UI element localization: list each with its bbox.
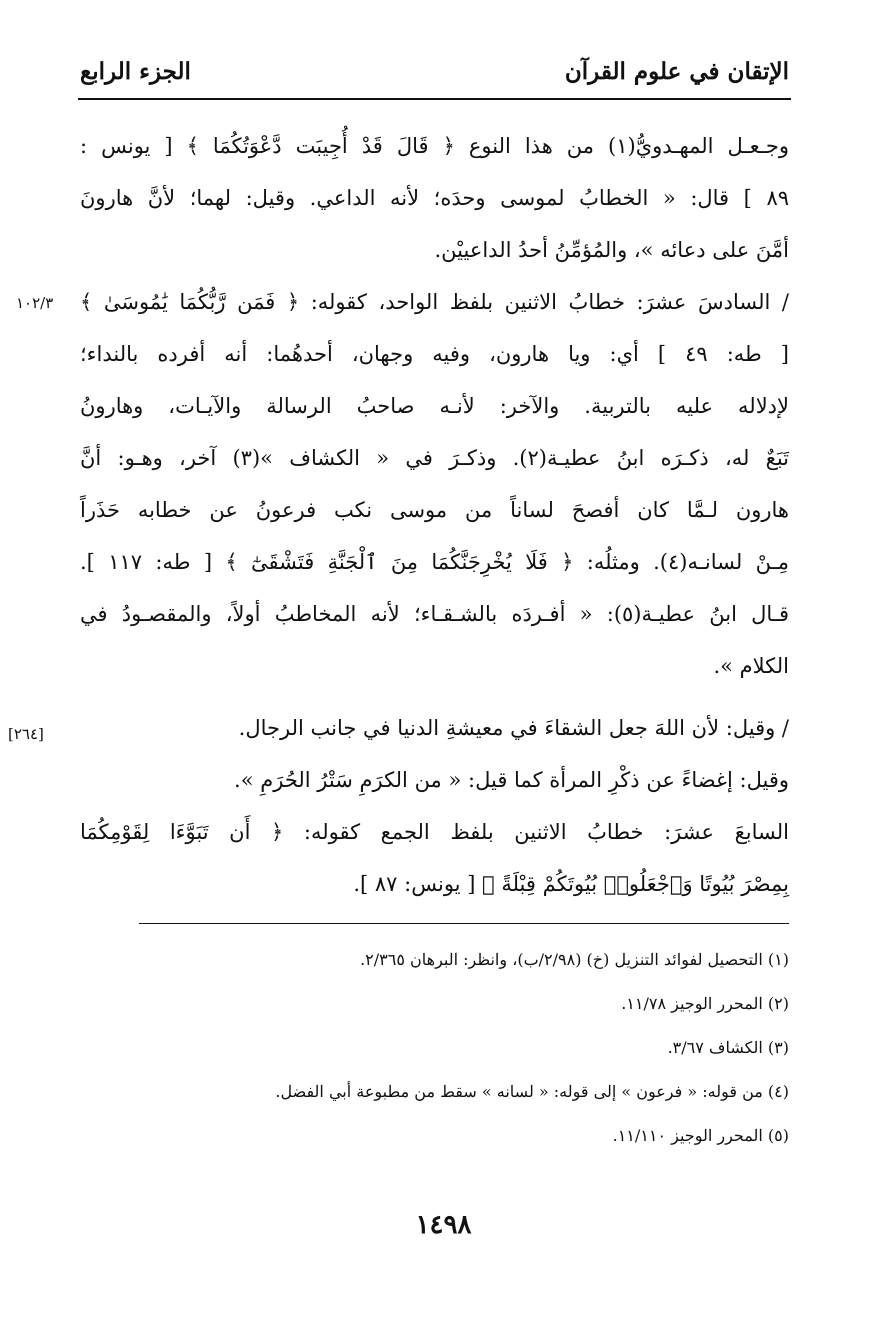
main-text [80,120,789,910]
running-header-title: الإتقان في علوم القرآن [564,58,789,85]
text-line: أمَّنَ على دعائه »، والمُؤمِّنُ أحدُ الداعييْن. [434,238,789,262]
text-line: / وقيل: لأن اللهَ جعل الشقاءَ في معيشةِ الدنيا في جانب الرجال. [238,716,789,740]
footnote: (٢) المحرر الوجيز ١١/٧٨. [621,994,789,1013]
footnote: (٥) المحرر الوجيز ١١/١١٠. [612,1126,789,1145]
text-line: قـال ابنُ عطيـة(٥): « أفـردَه بالشـقـاء؛ لأنه المخاطبُ أولاً، والمقصـودُ في [80,602,789,626]
text-line: السابعَ عشرَ: خطابُ الاثنين بلفظ الجمع كقوله: ﴿ أَن تَبَوَّءَا لِقَوْمِكُمَا [80,820,789,844]
page-number: ١٤٩٨ [415,1210,472,1240]
footnote: (٤) من قوله: « فرعون » إلى قوله: « لسانه » سقط من مطبوعة أبي الفضل. [275,1082,789,1101]
text-line: هارون لـمَّا كان أفصحَ لساناً من موسى نكب فرعونُ عن خطابه حَذَراً [80,498,789,522]
footnote-separator [139,923,789,924]
footnote: (١) التحصيل لفوائد التنزيل (خ) (٢/٩٨/ب)، وانظر: البرهان ٢/٣٦٥. [360,950,789,969]
running-header-part: الجزء الرابع [80,58,191,85]
text-line: مِـنْ لسانـه(٤). ومثلُه: ﴿ فَلَا يُخْرِجَنَّكُمَا مِنَ ٱلْجَنَّةِ فَتَشْقَىٰٓ ﴾ [ طه: ١١٧ ]. [80,550,790,574]
text-line: [ طه: ٤٩ ] أي: ويا هارون، وفيه وجهان، أحدهُما: أنه أفرده بالنداء؛ [80,342,789,366]
margin-reference-volume-page: ١٠٢/٣ [16,294,54,312]
text-line: لإدلاله عليه بالتربية. والآخر: لأنـه صاحبُ الرسالة والآيـات، وهارونُ [80,394,789,418]
text-line: ٨٩ ] قال: « الخطابُ لموسى وحدَه؛ لأنه الداعي. وقيل: لهما؛ لأنَّ هارونَ [80,186,789,210]
footnotes [80,938,789,1158]
text-line: الكلام ». [713,654,789,678]
text-line: بِمِصْرَ بُيُوتًا وَٱجْعَلُوا۟ بُيُوتَكُمْ قِبْلَةً ﴾ [ يونس: ٨٧ ]. [353,872,789,896]
text-line: / السادسَ عشرَ: خطابُ الاثنين بلفظ الواحد، كقوله: ﴿ فَمَن رَّبُّكُمَا يَٰمُوسَىٰ ﴾ [80,290,789,314]
margin-reference-manuscript-page: [٢٦٤] [8,725,44,743]
text-line: تَبَعٌ له، ذكـرَه ابنُ عطيـة(٢). وذكـرَ في « الكشاف »(٣) آخر، وهـو: أنَّ [80,446,789,470]
header-rule [78,98,791,100]
text-line: وجـعـل المهـدويُّ(١) من هذا النوع ﴿ قَالَ قَدْ أُجِيبَت دَّعْوَتُكُمَا ﴾ [ يونس : [80,134,789,158]
footnote: (٣) الكشاف ٣/٦٧. [667,1038,789,1057]
text-line: وقيل: إغضاءً عن ذكْرِ المرأة كما قيل: « من الكرَمِ سَتْرُ الحُرَمِ ». [234,768,789,792]
